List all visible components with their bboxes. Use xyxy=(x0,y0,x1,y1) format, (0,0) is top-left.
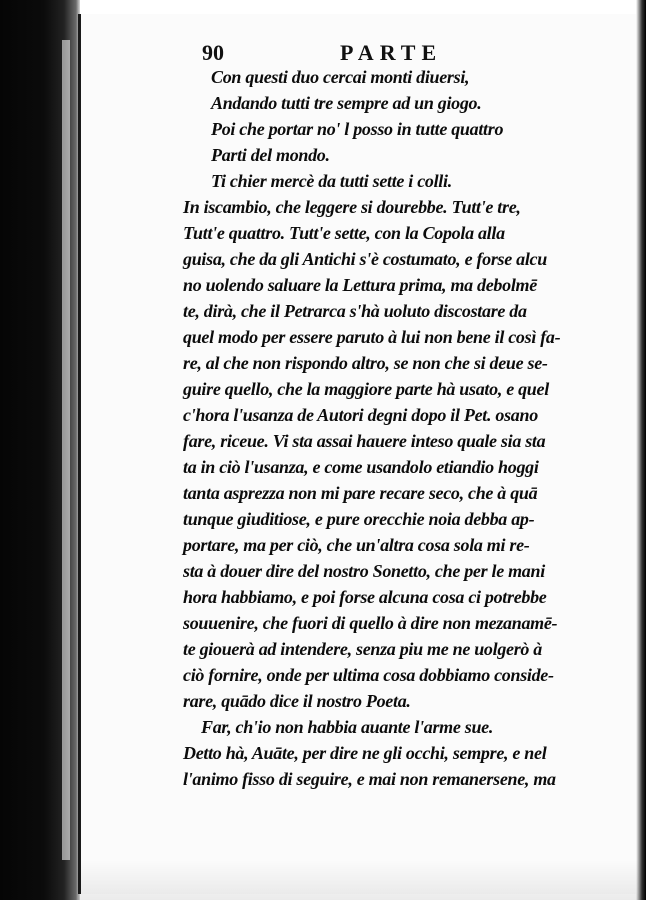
prose-line: quel modo per essere paruto à lui non bene il così fa- xyxy=(183,327,561,347)
prose-line: hora habbiamo, e poi forse alcuna cosa ci potrebbe xyxy=(183,587,547,607)
right-page-edge xyxy=(636,0,646,900)
prose-line: sta à douer dire del nostro Sonetto, che per le mani xyxy=(183,561,545,581)
prose-line: fare, riceue. Vi sta assai hauere inteso quale sia sta xyxy=(183,431,546,451)
prose-line: rare, quādo dice il nostro Poeta. xyxy=(183,691,411,711)
prose-line: ciò fornire, onde per ultima cosa dobbiamo conside- xyxy=(183,665,554,685)
verse-line: Ti chier mercè da tutti sette i colli. xyxy=(211,171,452,191)
prose-line: In iscambio, che leggere si dourebbe. Tutt'e tre, xyxy=(183,197,521,217)
prose-line: c'hora l'usanza de Autori degni dopo il Pet. osano xyxy=(183,405,538,425)
prose-line: tunque giuditiose, e pure orecchie noia debba ap- xyxy=(183,509,535,529)
prose-line: guire quello, che la maggiore parte hà usato, e quel xyxy=(183,379,549,399)
prose-line: no uolendo saluare la Lettura prima, ma debolmē xyxy=(183,275,537,295)
prose-line: souuenire, che fuori di quello à dire non mezanamē- xyxy=(183,613,558,633)
prose-line: Tutt'e quattro. Tutt'e sette, con la Copola alla xyxy=(183,223,505,243)
page-bottom-shadow xyxy=(78,860,646,900)
verse-quote-line: Far, ch'io non habbia auante l'arme sue. xyxy=(201,717,494,737)
prose-line: te, dirà, che il Petrarca s'hà uoluto discostare da xyxy=(183,301,527,321)
page-number: 90 xyxy=(202,40,224,65)
prose-line: ta in ciò l'usanza, e come usandolo etiandio hoggi xyxy=(183,457,539,477)
prose-line: l'animo fisso di seguire, e mai non remanersene, ma xyxy=(183,769,556,789)
prose-line: tanta asprezza non mi pare recare seco, che à quā xyxy=(183,483,538,503)
verse-line: Parti del mondo. xyxy=(211,145,330,165)
prose-line: guisa, che da gli Antichi s'è costumato, e forse alcu xyxy=(183,249,547,269)
prose-line: te giouerà ad intendere, senza piu me ne uolgerò à xyxy=(183,639,543,659)
page-header xyxy=(202,38,492,64)
verse-line: Poi che portar no' l posso in tutte quattro xyxy=(211,119,504,139)
prose-line: re, al che non rispondo altro, se non che si deue se- xyxy=(183,353,548,373)
prose-line: Detto hà, Auāte, per dire ne gli occhi, sempre, e nel xyxy=(183,743,547,763)
page-edge-highlight xyxy=(62,40,70,860)
prose-line: portare, ma per ciò, che un'altra cosa sola mi re- xyxy=(183,535,530,555)
running-head: PARTE xyxy=(340,40,443,65)
verse-line: Con questi duo cercai monti diuersi, xyxy=(211,67,470,87)
verse-line: Andando tutti tre sempre ad un giogo. xyxy=(211,93,482,113)
